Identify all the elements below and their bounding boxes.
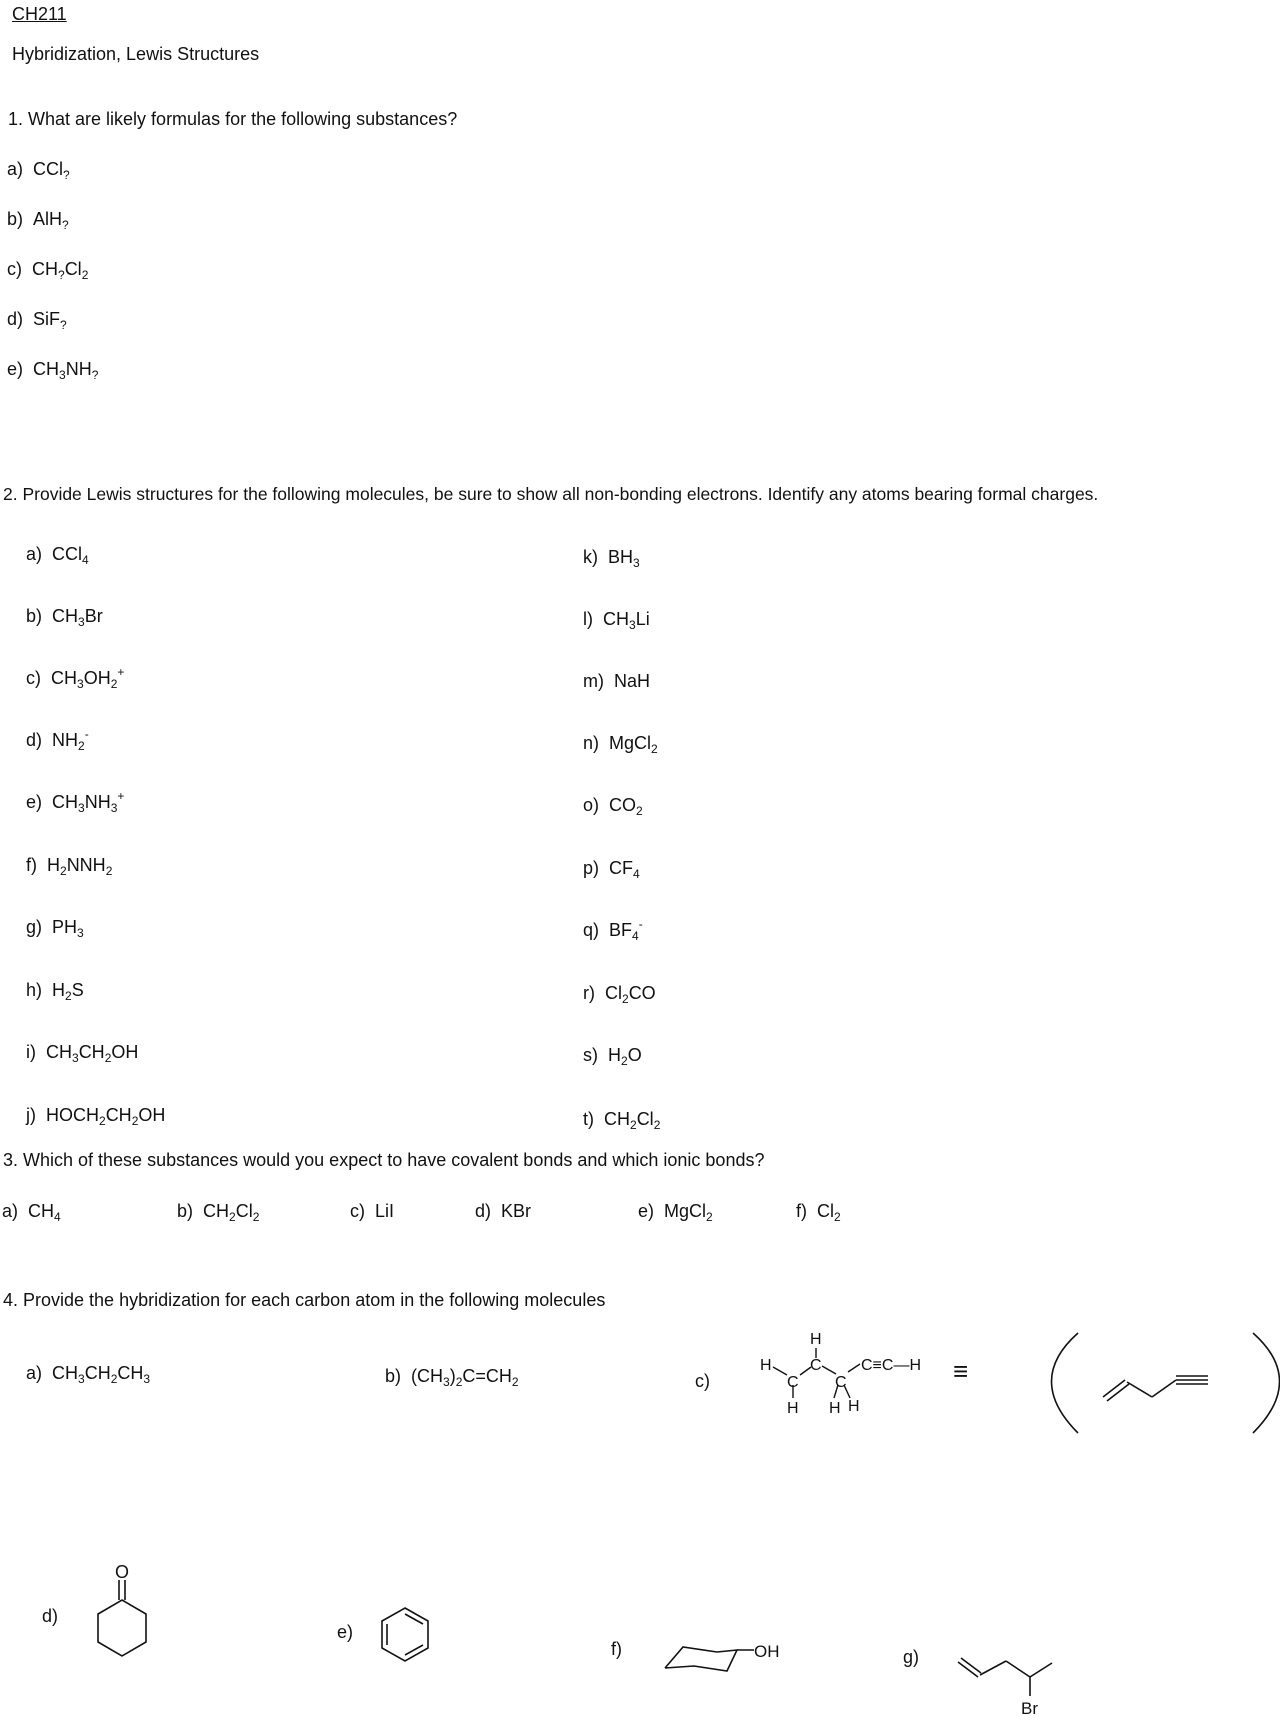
formula-part: H: [52, 980, 66, 1000]
formula-part: 2: [131, 1114, 139, 1128]
formula-part: NH: [65, 359, 92, 379]
formula-part: 2: [60, 864, 67, 878]
item-label: a): [2, 1201, 29, 1221]
formula-part: -: [638, 917, 643, 931]
item-label: a): [26, 544, 53, 564]
formula-part: 2: [622, 992, 629, 1006]
course-code: CH211: [12, 4, 67, 24]
formula-part: 3: [72, 1051, 79, 1065]
formula-part: PH: [52, 917, 78, 937]
formula-part: CH: [84, 1363, 111, 1383]
formula-part: H: [47, 855, 60, 875]
item-label: k): [583, 547, 608, 567]
formula-part: ?: [62, 218, 69, 232]
formula-part: 3: [78, 615, 85, 629]
formula-part: 2: [65, 989, 72, 1003]
formula-part: LiI: [375, 1201, 395, 1221]
formula-part: 4: [633, 867, 640, 881]
item-label: g): [26, 917, 53, 937]
item-label: f): [796, 1201, 817, 1221]
item-label: c): [26, 668, 51, 688]
formula-part: CH: [203, 1201, 230, 1221]
formula-part: 3: [77, 677, 84, 691]
q4-prompt: 4. Provide the hybridization for each carbon atom in the following molecules: [3, 1290, 606, 1310]
formula-part: 2: [252, 1210, 260, 1224]
formula-part: MgCl: [609, 733, 652, 753]
formula-part: 3: [443, 1375, 450, 1389]
formula-part: CH: [46, 1042, 72, 1062]
formula-part: 3: [143, 1372, 151, 1386]
item-label: a): [7, 159, 34, 179]
formula-part: CCl: [33, 159, 64, 179]
formula-part: OH: [138, 1105, 166, 1125]
q4-c-atom-h4: H: [829, 1400, 841, 1417]
formula-part: H: [608, 1045, 621, 1065]
q1-prompt: 1. What are likely formulas for the following substances?: [8, 109, 458, 129]
formula-part: 2: [229, 1210, 236, 1224]
q4-c-atom-c1: C: [787, 1374, 799, 1391]
formula-part: CH: [603, 609, 629, 629]
item-label: d): [475, 1201, 502, 1221]
formula-part: 2: [706, 1210, 713, 1224]
q2-prompt: 2. Provide Lewis structures for the following molecules, be sure to show all non-bonding electrons. Identify any atoms bearing formal charges.: [3, 484, 1099, 504]
formula-part: CO: [609, 795, 637, 815]
q4-c-atom-h5: H: [848, 1398, 860, 1415]
formula-part: +: [117, 665, 125, 679]
formula-part: CF: [609, 858, 634, 878]
formula-part: 3: [629, 618, 636, 632]
item-label: e): [7, 359, 34, 379]
formula-part: (CH: [411, 1366, 444, 1386]
item-label: a): [26, 1363, 53, 1383]
formula-part: 2: [653, 1118, 661, 1132]
formula-part: S: [71, 980, 84, 1000]
formula-part: CH: [32, 259, 58, 279]
item-label: c): [7, 259, 32, 279]
item-label: b): [385, 1366, 412, 1386]
formula-part: 3: [78, 801, 85, 815]
formula-part: 2: [511, 1375, 519, 1389]
item-label: j): [26, 1105, 46, 1125]
formula-part: 2: [621, 1054, 628, 1068]
item-label: h): [26, 980, 53, 1000]
q4-item-d-label: d): [42, 1606, 59, 1626]
formula-part: 4: [54, 1210, 61, 1224]
formula-part: 3: [633, 556, 640, 570]
q4-c-atom-h2: H: [787, 1400, 799, 1417]
formula-part: CH: [52, 792, 79, 812]
formula-part: CH: [78, 1042, 105, 1062]
formula-part: 2: [636, 804, 643, 818]
formula-part: 2: [78, 739, 85, 753]
formula-part: CH: [51, 668, 77, 688]
item-label: i): [26, 1042, 46, 1062]
formula-part: 3: [78, 1372, 85, 1386]
formula-part: 4: [632, 929, 639, 943]
q4-item-f-label: f): [611, 1639, 622, 1659]
formula-part: -: [84, 727, 89, 741]
formula-part: SiF: [33, 309, 61, 329]
formula-part: 2: [105, 864, 113, 878]
formula-part: CO: [628, 983, 656, 1003]
q4-c-atom-c3: C: [835, 1374, 847, 1391]
formula-part: 2: [110, 677, 118, 691]
item-label: e): [26, 792, 53, 812]
formula-part: 2: [110, 1372, 118, 1386]
item-label: b): [7, 209, 34, 229]
formula-part: CH: [105, 1105, 132, 1125]
item-label: e): [638, 1201, 665, 1221]
item-label: r): [583, 983, 605, 1003]
formula-part: 3: [110, 801, 118, 815]
formula-part: CH: [33, 359, 60, 379]
formula-part: 2: [99, 1114, 106, 1128]
formula-part: 3: [59, 368, 66, 382]
q4-item-g-label: g): [903, 1647, 920, 1667]
formula-part: BF: [609, 920, 633, 940]
item-label: d): [26, 730, 53, 750]
q4-c-alkyne-group: C≡C—H: [861, 1357, 921, 1374]
formula-part: +: [117, 789, 125, 803]
formula-part: 2: [81, 268, 89, 282]
formula-part: O: [627, 1045, 642, 1065]
q4-g-bromine: Br: [1021, 1699, 1038, 1718]
q4-d-oxygen: O: [115, 1562, 130, 1582]
formula-part: 2: [630, 1118, 637, 1132]
q4-c-atom-h1: H: [760, 1357, 772, 1374]
formula-part: ?: [58, 268, 65, 282]
formula-part: Cl: [235, 1201, 253, 1221]
formula-part: 2: [455, 1375, 463, 1389]
formula-part: NH: [52, 730, 79, 750]
item-label: l): [583, 609, 603, 629]
formula-part: NaH: [614, 671, 651, 691]
formula-part: CH: [28, 1201, 55, 1221]
item-label: o): [583, 795, 610, 815]
item-label: f): [26, 855, 47, 875]
formula-part: C=CH: [462, 1366, 512, 1386]
formula-part: 2: [104, 1051, 112, 1065]
formula-part: 4: [82, 553, 89, 567]
formula-part: MgCl: [664, 1201, 707, 1221]
q4-c-atom-h3: H: [810, 1331, 822, 1348]
item-label: t): [583, 1109, 604, 1129]
formula-part: Cl: [817, 1201, 834, 1221]
formula-part: ): [449, 1366, 456, 1386]
item-label: s): [583, 1045, 608, 1065]
formula-part: NH: [84, 792, 111, 812]
formula-part: Br: [84, 606, 103, 626]
item-label: b): [177, 1201, 204, 1221]
q4-c-atom-c2: C: [810, 1357, 822, 1374]
q3-prompt: 3. Which of these substances would you expect to have covalent bonds and which ionic bonds?: [3, 1150, 765, 1170]
formula-part: AlH: [33, 209, 63, 229]
formula-part: OH: [111, 1042, 139, 1062]
formula-part: ?: [60, 318, 67, 332]
formula-part: 2: [651, 742, 658, 756]
formula-part: Cl: [605, 983, 622, 1003]
item-label: d): [7, 309, 34, 329]
formula-part: CH: [604, 1109, 630, 1129]
q4-item-c-label: c): [695, 1371, 710, 1391]
q4-f-hydroxyl: OH: [754, 1642, 780, 1661]
formula-part: Cl: [636, 1109, 654, 1129]
formula-part: NNH: [66, 855, 106, 875]
formula-part: BH: [608, 547, 634, 567]
formula-part: ?: [63, 168, 70, 182]
formula-part: OH: [83, 668, 111, 688]
q4-c-equivalent-sign: ≡: [953, 1356, 969, 1386]
item-label: p): [583, 858, 610, 878]
formula-part: 3: [77, 926, 84, 940]
item-label: n): [583, 733, 610, 753]
formula-part: KBr: [501, 1201, 532, 1221]
item-label: c): [350, 1201, 375, 1221]
item-label: m): [583, 671, 614, 691]
formula-part: CH: [117, 1363, 144, 1383]
formula-part: Li: [635, 609, 650, 629]
formula-part: CCl: [52, 544, 83, 564]
formula-part: 2: [834, 1210, 841, 1224]
formula-part: CH: [52, 606, 79, 626]
worksheet-topic: Hybridization, Lewis Structures: [12, 44, 260, 64]
item-label: q): [583, 920, 610, 940]
q4-item-e-label: e): [337, 1622, 354, 1642]
formula-part: CH: [52, 1363, 79, 1383]
formula-part: Cl: [64, 259, 82, 279]
formula-part: ?: [91, 368, 99, 382]
formula-part: HOCH: [46, 1105, 99, 1125]
item-label: b): [26, 606, 53, 626]
